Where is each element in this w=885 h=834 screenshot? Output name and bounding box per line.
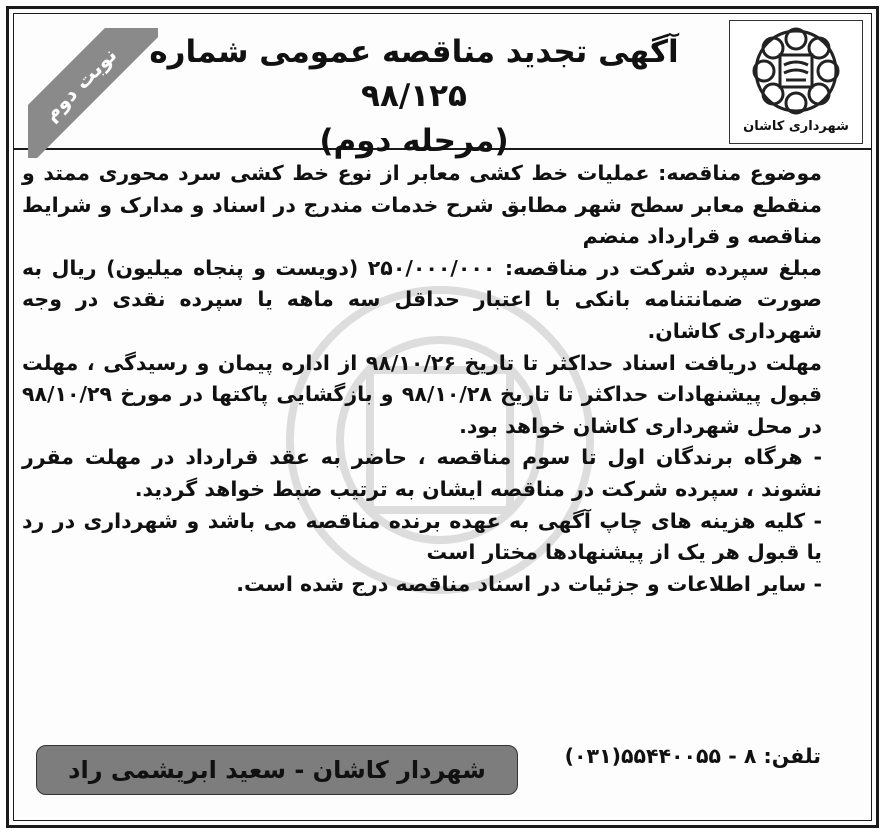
paragraph-deadlines: مهلت دریافت اسناد حداکثر تا تاریخ ۹۸/۱۰/۲۶ از اداره پیمان و رسیدگی ، مهلت قبول پیشنهادات حداکثر تا تاریخ ۹۸/۱۰/۲۸ و بازگشایی پاکتها در مورخ ۹۸/۱۰/۲۹ در محل شهرداری کاشان خواهد بود. [22,350,822,438]
paragraph-subject: موضوع مناقصه: عملیات خط کشی معابر از نوع خط کشی سرد محوری ممتد و منقطع معابر سطح شهر مطابق شرح خدمات مندرج در اسناد و مدارک و شرایط مناقصه و قرارداد منضم [22,161,822,249]
municipality-logo [729,20,863,144]
kashan-emblem-icon [750,25,842,117]
signature-text: شهردار کاشان - سعید ابریشمی راد [68,756,486,784]
badge-label: نوبت دوم [28,28,158,158]
header [14,14,871,159]
paragraph-deposit: مبلغ سپرده شرکت در مناقصه: ۲۵۰/۰۰۰/۰۰۰ (دویست و پنجاه میلیون) ریال به صورت ضمانتنامه بانکی با اعتبار حداقل سه ماهه یا سپرده نقدی در وجه شهرداری کاشان. [22,255,822,343]
paragraph-forfeit: - هرگاه برندگان اول تا سوم مناقصه ، حاضر به عقد قرارداد در مهلت مقرر نشوند ، سپرده شرکت در مناقصه ایشان به ترتیب ضبط خواهد گردید. [22,445,822,501]
announcement-body [22,158,822,600]
paragraph-costs: - کلیه هزینه های چاپ آگهی به عهده برنده مناقصه می باشد و شهرداری در رد یا قبول هر یک از پیشنهادها مختار است [22,508,822,565]
phone-number: تلفن: ۸ - ۵۵۴۴۰۰۵۵(۰۳۱) [564,744,821,768]
paragraph-more-info: - سایر اطلاعات و جزئیات در اسناد مناقصه درج شده است. [236,571,822,596]
page-title: آگهی تجدید مناقصه عمومی شماره ۹۸/۱۲۵ [149,34,679,114]
logo-caption: شهرداری کاشان [743,119,849,134]
page-subtitle: (مرحله دوم) [319,123,509,159]
signature-bar [36,745,518,795]
title-block [104,30,724,164]
